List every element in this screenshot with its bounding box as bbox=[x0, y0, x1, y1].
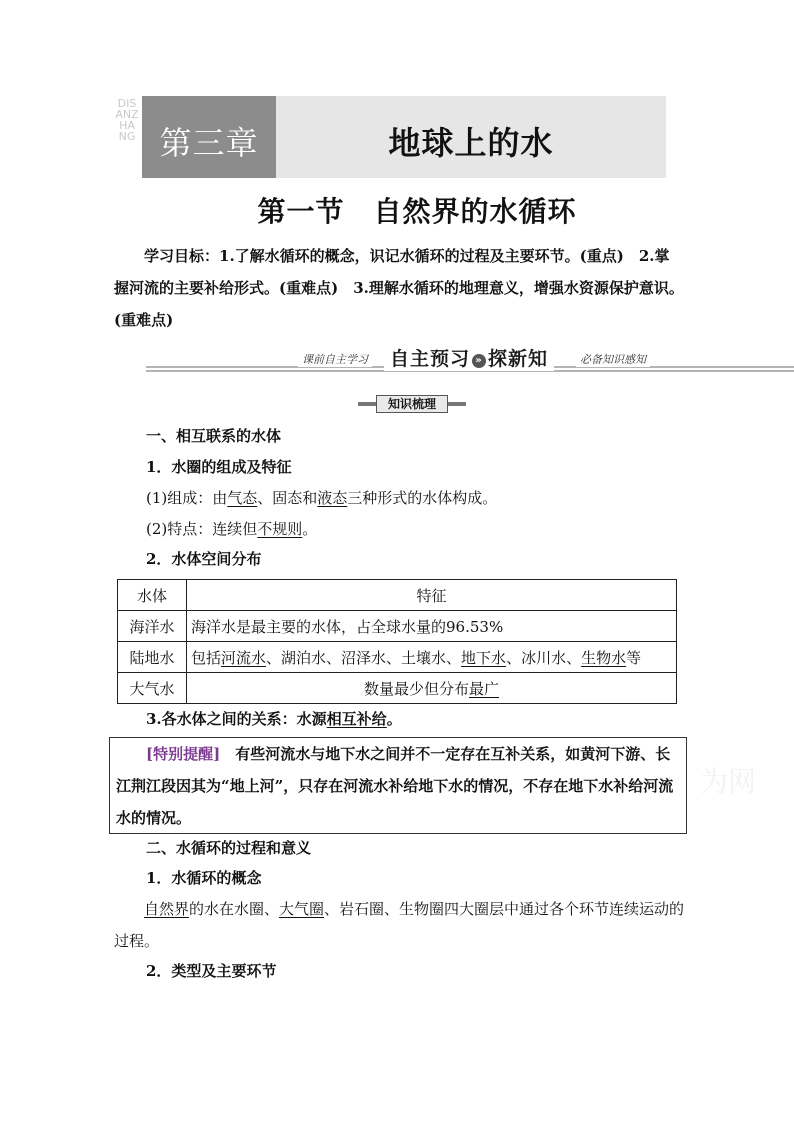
chevron-right-icon: » bbox=[472, 354, 486, 368]
chapter-number: 第三章 bbox=[159, 124, 259, 162]
section-title: 第一节 自然界的水循环 bbox=[257, 195, 577, 228]
desc-answer: 河流水 bbox=[221, 648, 267, 667]
table-cell-desc bbox=[187, 673, 677, 704]
composition-suffix: 三种形式的水体构成。 bbox=[347, 489, 498, 507]
composition-answer-1: 气态 bbox=[227, 489, 258, 507]
feature-prefix: (2)特点：连续但 bbox=[146, 520, 258, 538]
chapter-tab bbox=[142, 96, 276, 178]
table-row bbox=[118, 673, 677, 704]
subheading-types: 2．类型及主要环节 bbox=[146, 962, 277, 980]
composition-prefix: (1)组成：由 bbox=[146, 489, 228, 507]
special-note-body: 有些河流水与地下水之间并不一定存在互补关系，如黄河下游、长江荆江段因其为“地上河”，只存在河流水补给地下水的情况，不存在地下水补给河流水的情况。 bbox=[116, 745, 674, 827]
feature-answer: 不规则 bbox=[257, 520, 303, 538]
definition-suffix: 、岩石圈、生物圈四大圈层中通过各个环节连续运动的过程。 bbox=[114, 900, 685, 950]
table-row bbox=[118, 642, 677, 673]
definition-mid: 的水在水圈、 bbox=[189, 900, 280, 918]
preview-main-a: 自主预习 bbox=[390, 348, 471, 370]
watermark: 为网 bbox=[700, 765, 757, 798]
table-row bbox=[118, 611, 677, 642]
chapter-side-strip bbox=[112, 96, 142, 178]
desc-text: 、冰川水、 bbox=[506, 648, 582, 667]
table-cell-desc bbox=[187, 642, 677, 673]
tag-label: 知识梳理 bbox=[376, 395, 448, 413]
composition-mid: 、固态和 bbox=[257, 489, 318, 507]
table-cell-desc: 海洋水是最主要的水体，占全球水量的96.53% bbox=[187, 611, 677, 642]
feature-line bbox=[146, 513, 317, 545]
desc-answer: 最广 bbox=[469, 679, 500, 698]
subheading-distribution: 2．水体空间分布 bbox=[146, 550, 262, 568]
desc-text: 等 bbox=[626, 648, 642, 667]
relation-answer: 相互补给 bbox=[326, 710, 387, 728]
table-header-cell: 水体 bbox=[118, 580, 187, 611]
subheading-concept: 1．水循环的概念 bbox=[146, 869, 262, 887]
desc-text: 、湖泊水、沼泽水、土壤水、 bbox=[266, 648, 462, 667]
heading-part1: 一、相互联系的水体 bbox=[146, 427, 282, 445]
water-body-table bbox=[117, 579, 677, 704]
desc-answer: 生物水 bbox=[581, 648, 627, 667]
preview-bar bbox=[146, 344, 794, 374]
table-cell-type: 大气水 bbox=[118, 673, 187, 704]
table-cell-type: 海洋水 bbox=[118, 611, 187, 642]
special-note-label: [特别提醒] bbox=[146, 745, 221, 763]
desc-text: 包括 bbox=[191, 648, 222, 667]
table-header-cell: 特征 bbox=[187, 580, 677, 611]
feature-suffix: 。 bbox=[302, 520, 318, 538]
concept-definition bbox=[114, 893, 689, 957]
desc-answer: 地下水 bbox=[461, 648, 507, 667]
relation-prefix: 3.各水体之间的关系：水源 bbox=[146, 710, 327, 728]
preview-left-label: 课前自主学习 bbox=[298, 351, 372, 367]
chapter-title: 地球上的水 bbox=[388, 124, 554, 162]
preview-right-label: 必备知识感知 bbox=[576, 351, 650, 367]
special-note-box bbox=[109, 737, 687, 834]
special-note-text bbox=[116, 738, 684, 834]
composition-line bbox=[146, 482, 497, 514]
subheading-hydrosphere: 1．水圈的组成及特征 bbox=[146, 458, 292, 476]
definition-answer-1: 自然界 bbox=[144, 900, 190, 918]
learning-objectives: 学习目标：1.了解水循环的概念，识记水循环的过程及主要环节。(重点) 2.掌握河流的主要补给形式。(重难点) 3.理解水循环的地理意义，增强水资源保护意识。(重难点) bbox=[114, 247, 684, 329]
composition-answer-2: 液态 bbox=[317, 489, 348, 507]
preview-main-title bbox=[384, 344, 554, 371]
definition-answer-2: 大气圈 bbox=[279, 900, 325, 918]
knowledge-tag bbox=[358, 395, 466, 413]
heading-part2: 二、水循环的过程和意义 bbox=[146, 839, 312, 857]
table-header-row bbox=[118, 580, 677, 611]
desc-text: 数量最少但分布 bbox=[363, 679, 469, 698]
relation-suffix: 。 bbox=[386, 710, 402, 728]
chapter-pinyin: DISANZHANG bbox=[115, 97, 139, 143]
table-cell-type: 陆地水 bbox=[118, 642, 187, 673]
preview-main-b: 探新知 bbox=[488, 348, 549, 370]
relation-line bbox=[146, 703, 402, 735]
